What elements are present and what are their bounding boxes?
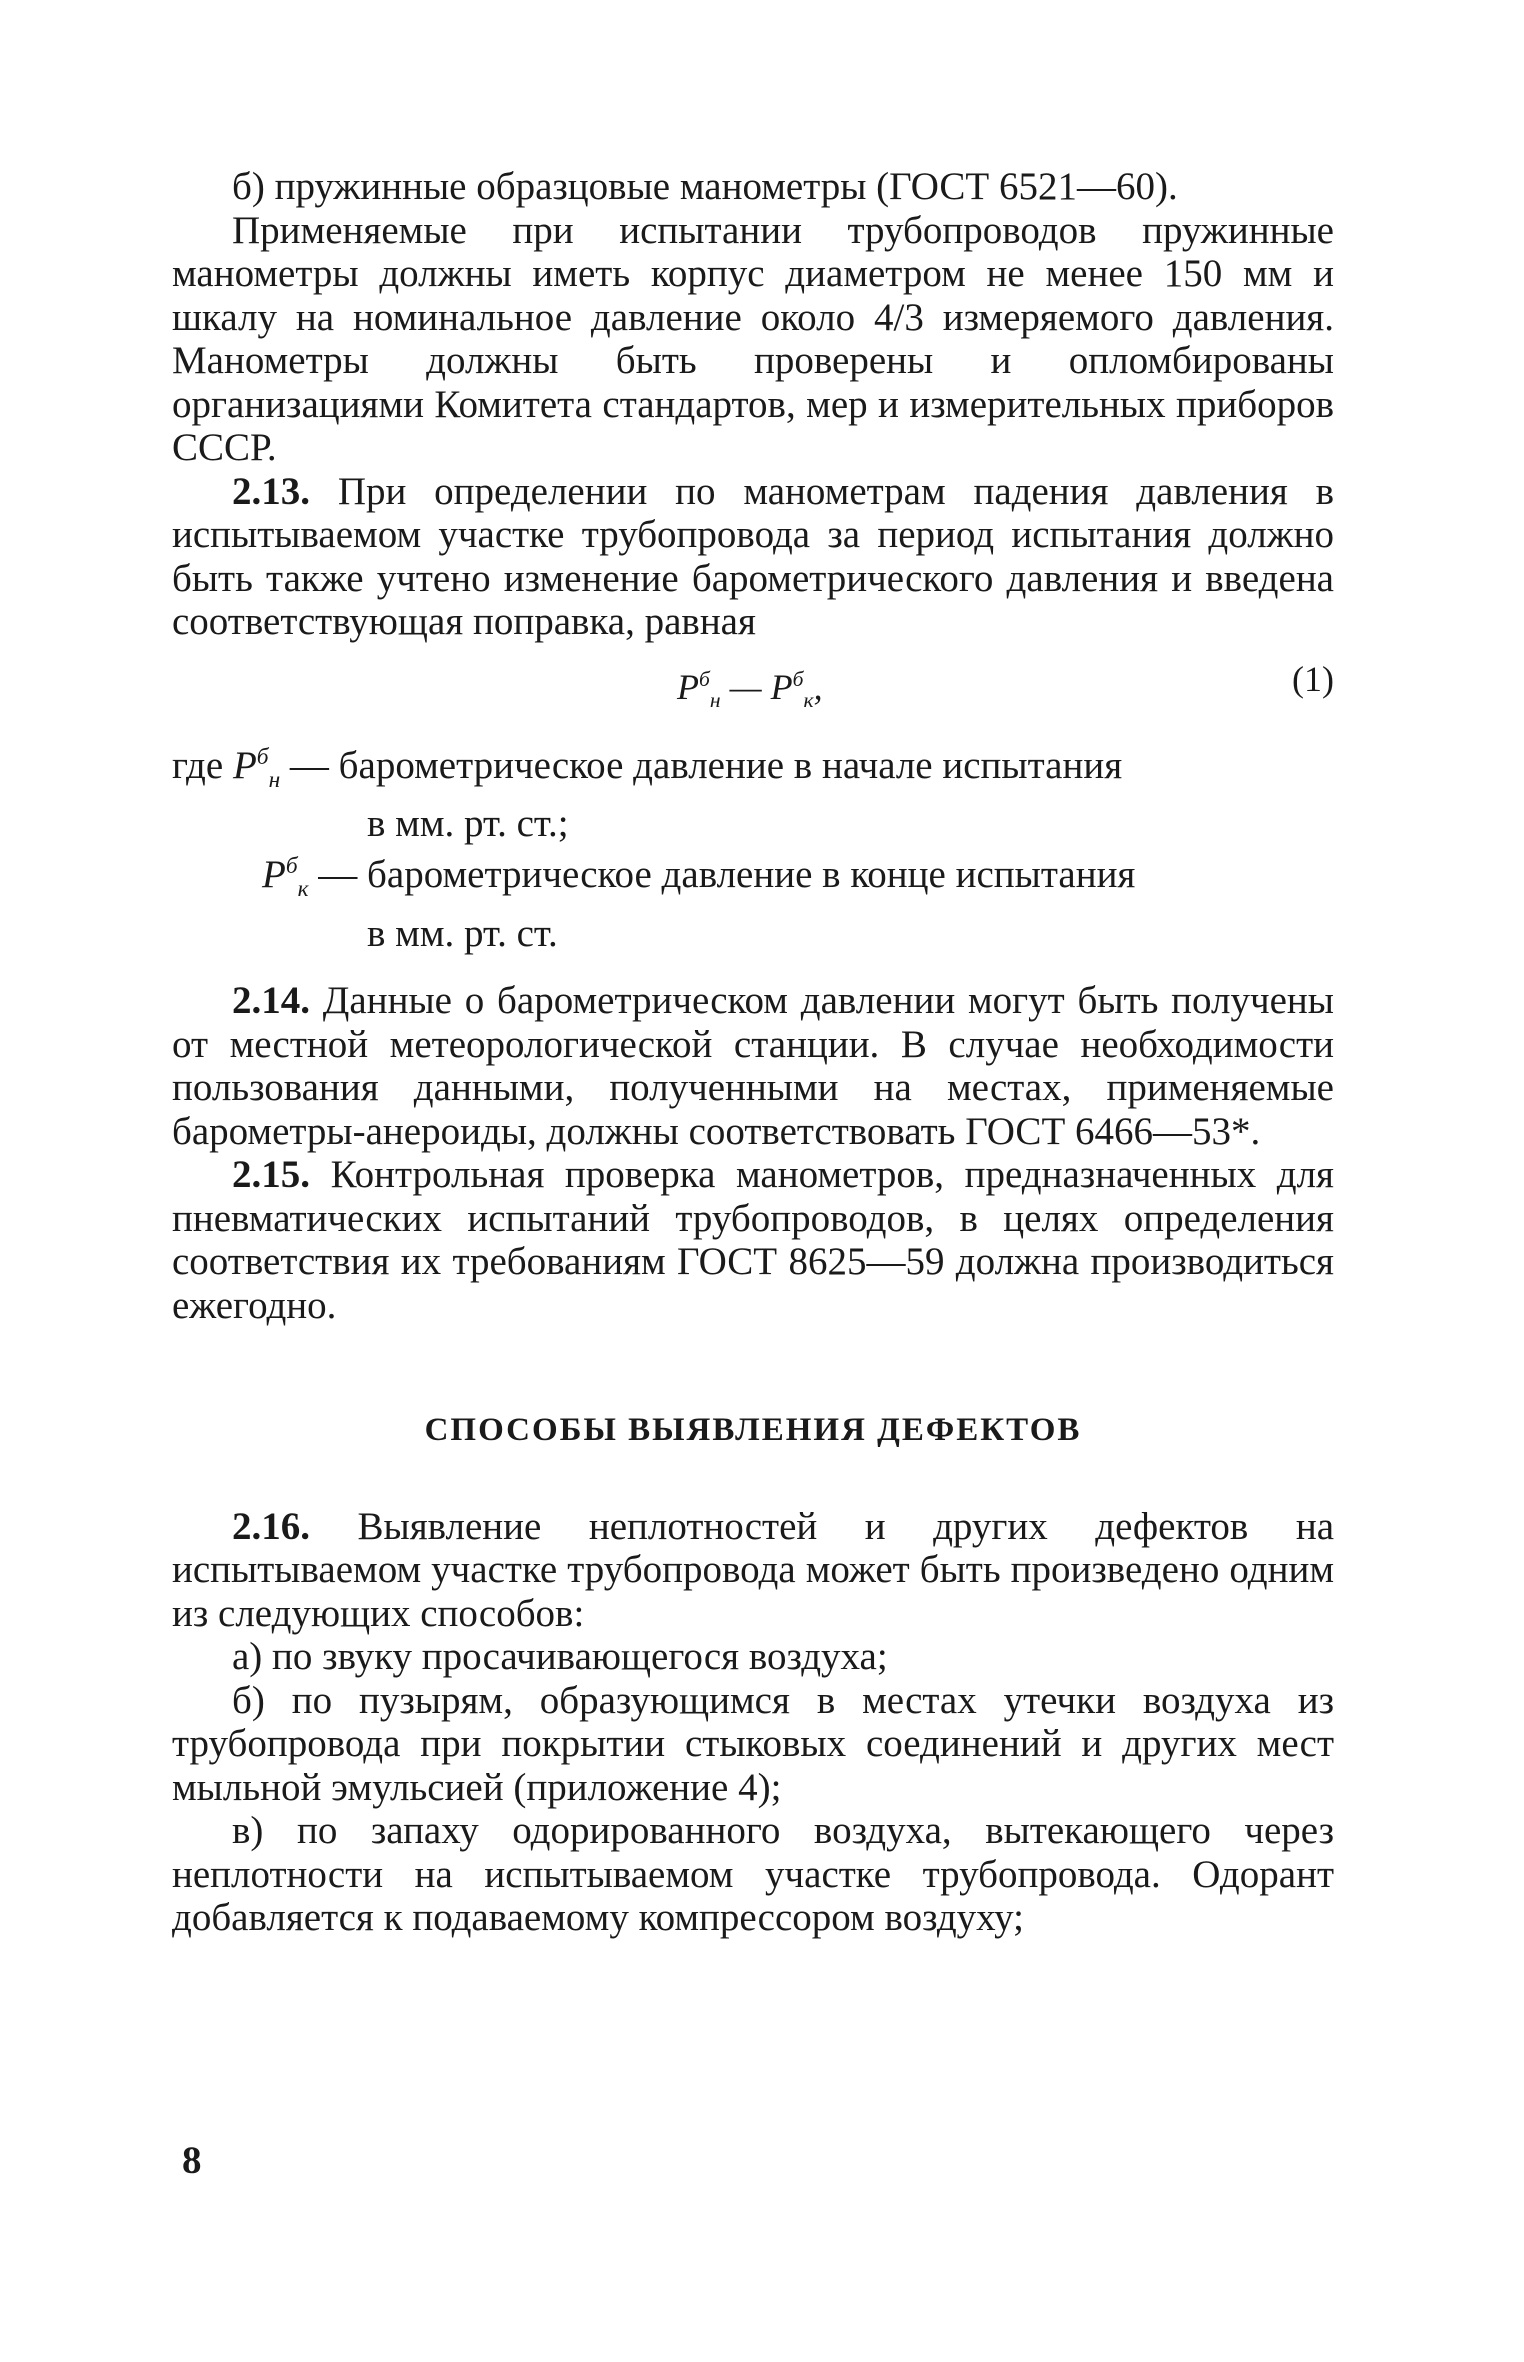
section-text: Данные о барометрическом давлении могут быть получены от местной метеорологической станции. В случае необходимости пользования данными, полученными на местах, применяемые барометры-анероиды, должны соответствовать ГОСТ 6466—53*. <box>172 979 1334 1153</box>
list-item-c: в) по запаху одорированного воздуха, вытекающего через неплотности на испытываемом участке трубопровода. Одорант добавляется к подаваемому компрессором воздуху; <box>172 1809 1334 1940</box>
list-item-a: а) по звуку просачивающегося воздуха; <box>232 1635 888 1679</box>
list-item-b: б) по пузырям, образующимся в местах утечки воздуха из трубопровода при покрытии стыковых соединений и других мест мыльной эмульсией (приложение 4); <box>172 1678 1334 1809</box>
section-text: При определении по манометрам падения давления в испытываемом участке трубопровода за период испытания должно быть также учтено изменение барометрического давления и введена соответствующая поправка, равная <box>172 469 1335 643</box>
section-2-15 <box>172 1153 1334 1327</box>
section-2-16 <box>172 1505 1334 1636</box>
formula: $P^б_н$ — $P^б_к$, <box>677 666 823 712</box>
section-heading: СПОСОБЫ ВЫЯВЛЕНИЯ ДЕФЕКТОВ <box>424 1412 1082 1449</box>
paragraph-item-b: б) пружинные образцовые манометры (ГОСТ 6521—60). <box>232 165 1178 208</box>
section-number: 2.15. <box>232 1153 310 1197</box>
formula-row <box>172 658 1334 710</box>
section-number: 2.13. <box>232 469 310 513</box>
section-number: 2.14. <box>232 979 310 1023</box>
legend-item-end-unit: в мм. рт. ст. <box>367 911 558 955</box>
legend-item-start-unit: в мм. рт. ст.; <box>367 801 569 845</box>
formula-legend <box>172 736 1334 956</box>
section-text: Выявление неплотностей и других дефектов на испытываемом участке трубопровода может быть произведено одним из следующих способов: <box>172 1504 1335 1635</box>
section-number: 2.16. <box>232 1504 310 1548</box>
legend-item-end: $P^б_к$ — барометрическое давление в конце испытания <box>262 853 1136 903</box>
formula-number: (1) <box>1292 658 1334 699</box>
page-number: 8 <box>182 2139 202 2182</box>
legend-item-start: где $P^б_н$ — барометрическое давление в начале испытания <box>172 743 1123 793</box>
section-2-14 <box>172 979 1334 1153</box>
section-text: Контрольная проверка манометров, предназначенных для пневматических испытаний трубопроводов, в целях определения соответствия их требованиям ГОСТ 8625—59 должна производиться ежегодно. <box>172 1153 1334 1327</box>
section-2-13 <box>172 470 1334 644</box>
page-body <box>172 165 1334 1940</box>
paragraph-manometers: Применяемые при испытании трубопроводов пружинные манометры должны иметь корпус диаметром не менее 150 мм и шкалу на номинальное давление около 4/3 измеряемого давления. Манометры должны быть проверены и опломбированы организациями Комитета стандартов, мер и измерительных приборов СССР. <box>172 208 1334 469</box>
